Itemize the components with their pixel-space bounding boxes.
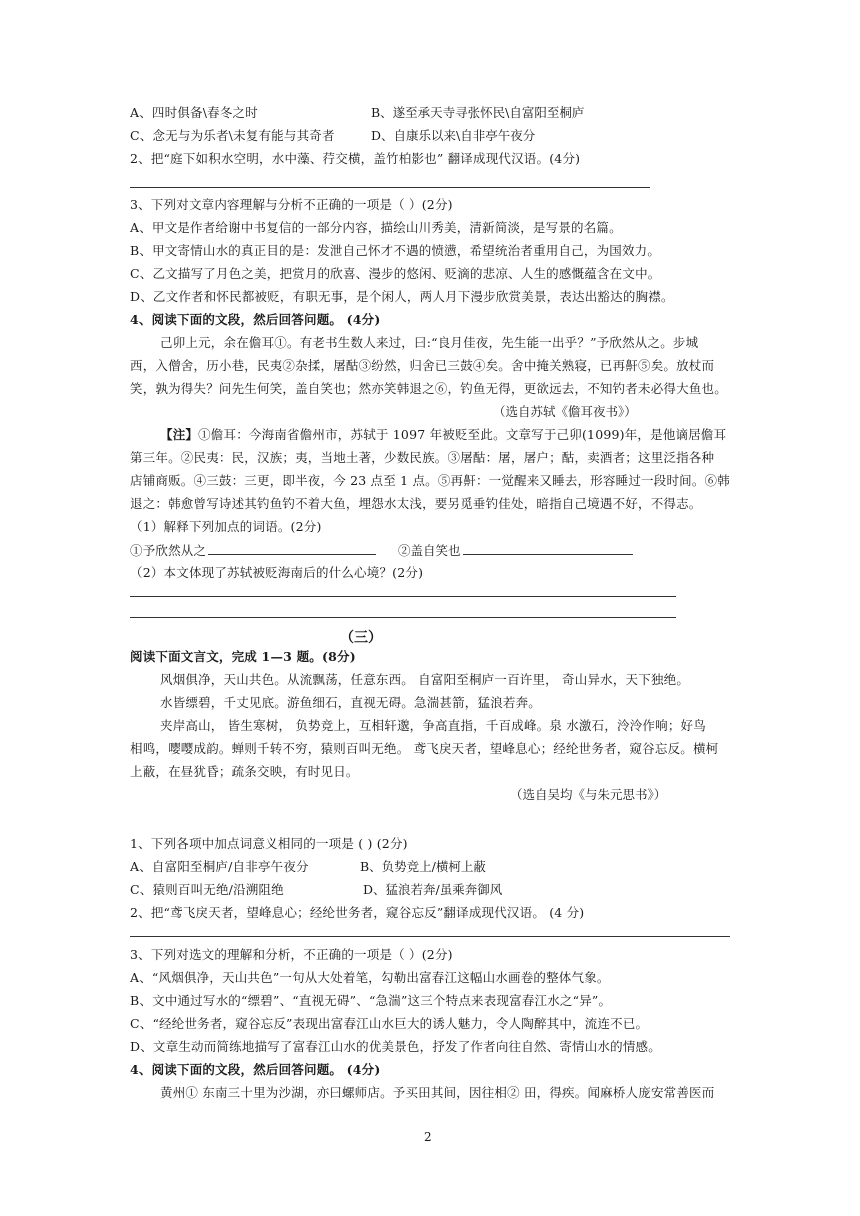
answer-line <box>130 936 730 937</box>
blank-item <box>130 541 376 560</box>
q1-option-b: B、负势竞上/横柯上蔽 <box>360 859 486 874</box>
option-a: A、四时俱备\春冬之时 <box>130 105 258 120</box>
sub-question-1: （1）解释下列加点的词语。(2分) <box>130 519 322 534</box>
passage-line: 水皆缥碧，千丈见底。游鱼细石，直视无碍。急湍甚箭，猛浪若奔。 <box>160 695 542 710</box>
q3-option-d: D、乙文作者和怀民都被贬，有职无事，是个闲人，两人月下漫步欣赏美景，表达出豁达的胸襟。 <box>130 289 674 304</box>
page-number: 2 <box>424 1130 432 1144</box>
q3-option-c: C、“经纶世务者，窥谷忘反”表现出富春江山水巨大的诱人魅力，令人陶醉其中，流连不已。 <box>130 1016 649 1031</box>
question-2-translate: 2、把“庭下如积水空明，水中藻、荇交横，盖竹柏影也” 翻译成现代汉语。(4分) <box>130 151 581 166</box>
q1-option-c: C、猿则百叫无绝/沿溯阻绝 <box>130 882 284 897</box>
passage-line: 西，入僧舍，历小巷，民夷②杂揉，屠酤③纷然，归舍已三鼓④矣。舍中掩关熟寝，已再鼾⑤矣。放杖而 <box>130 358 715 373</box>
word-item: ①予欣然从之 <box>130 543 207 558</box>
option-c: C、念无与为乐者\未复有能与其奇者 <box>130 128 335 143</box>
answer-line <box>130 596 676 597</box>
q3-option-b: B、文中通过写水的“缥碧”、“直视无碍”、“急湍”这三个特点来表现富春江水之“异”。 <box>130 993 612 1008</box>
question-4-heading: 4、阅读下面的文段，然后回答问题。 (4分) <box>130 312 381 327</box>
option-b: B、遂至承天寺寻张怀民\自富阳至桐庐 <box>371 105 585 120</box>
passage-line: 上蔽，在昼犹昏；疏条交映，有时见日。 <box>130 764 359 779</box>
question-1-stem: 1、下列各项中加点词意义相同的一项是 ( ) (2分) <box>130 836 408 851</box>
question-3-stem: 3、下列对选文的理解和分析，不正确的一项是（ ）(2分) <box>130 947 453 962</box>
annotation-label: 【注】 <box>160 427 199 442</box>
word-item: ②盖自笑也 <box>398 543 461 558</box>
annotation-text: ①儋耳：今海南省儋州市，苏轼于 1097 年被贬至此。文章写于己卯(1099)年，是他谪居儋耳 <box>198 427 727 442</box>
q3-option-c: C、乙文描写了月色之美，把赏月的欣喜、漫步的悠闲、贬滴的悲凉、人生的感慨蕴含在文中。 <box>130 266 661 281</box>
section-instruction: 阅读下面文言文，完成 1—3 题。(8分) <box>130 649 356 664</box>
q3-option-b: B、甲文寄情山水的真正目的是：发泄自己怀才不遇的愤懑，希望统治者重用自己，为国效力。 <box>130 243 661 258</box>
passage-line: 相鸣，嘤嘤成韵。蝉则千转不穷，猿则百叫无绝。 鸢飞戾天者，望峰息心；经纶世务者，窥谷忘反。横柯 <box>130 741 719 756</box>
passage-line: 夹岸高山， 皆生寒树， 负势竞上，互相轩邈，争高直指，千百成峰。泉 水激石，泠泠作响；好鸟 <box>160 718 706 733</box>
q3-option-a: A、甲文是作者给谢中书复信的一部分内容，描绘山川秀美，清新简淡，是写景的名篇。 <box>130 220 622 235</box>
passage-source: （选自吴均《与朱元思书》） <box>510 787 667 802</box>
passage-line: 风烟俱净，天山共色。从流飘荡，任意东西。 自富阳至桐庐一百许里， 奇山异水，天下独绝。 <box>160 672 690 687</box>
passage-line: 笑，孰为得失？问先生何笑，盖自笑也；然亦笑韩退之⑥，钓鱼无得，更欲远去，不知钓者未必得大鱼也。 <box>130 381 727 396</box>
annotation-line <box>160 426 726 444</box>
passage-source: （选自苏轼《儋耳夜书》） <box>493 404 637 419</box>
question-4-heading: 4、阅读下面的文段，然后回答问题。 (4分) <box>130 1062 381 1077</box>
answer-line <box>130 617 676 618</box>
answer-line <box>130 187 650 188</box>
q1-option-d: D、猛浪若奔/虽乘奔御风 <box>363 882 503 897</box>
passage-line: 己卯上元，余在儋耳①。有老书生数人来过，曰:“良月佳夜，先生能一出乎？”予欣然从之。步城 <box>160 335 699 350</box>
answer-blank[interactable] <box>208 541 376 555</box>
option-d: D、自康乐以来\自非亭午夜分 <box>371 128 536 143</box>
blank-item <box>398 541 633 560</box>
section-title: （三） <box>340 630 382 646</box>
sub-question-2: （2）本文体现了苏轼被贬海南后的什么心境？(2分) <box>130 565 424 580</box>
question-2-translate: 2、把“鸢飞戾天者，望峰息心；经纶世务者，窥谷忘反”翻译成现代汉语。 (4 分) <box>130 905 585 920</box>
q3-option-d: D、文章生动而简练地描写了富春江山水的优美景色，抒发了作者向往自然、寄情山水的情感。 <box>130 1039 661 1054</box>
annotation-line: 店铺商贩。④三鼓：三更，即半夜，今 23 点至 1 点。⑤再鼾：一觉醒来又睡去，形容睡过一段时间。⑥韩 <box>130 473 730 488</box>
passage-line: 黄州① 东南三十里为沙湖，亦曰螺师店。予买田其间，因往相② 田，得疾。闻麻桥人庞安常善医而 <box>160 1085 715 1100</box>
q1-option-a: A、自富阳至桐庐/自非亭午夜分 <box>130 859 309 874</box>
answer-blank[interactable] <box>463 541 633 555</box>
annotation-line: 第三年。②民夷：民，汉族；夷，当地土著，少数民族。③屠酤：屠，屠户；酤，卖酒者；这里泛指各种 <box>130 450 715 465</box>
question-3-stem: 3、下列对文章内容理解与分析不正确的一项是（ ）(2分) <box>130 197 453 212</box>
q3-option-a: A、“风烟俱净，天山共色”一句从大处着笔，勾勒出富春江这幅山水画卷的整体气象。 <box>130 970 610 985</box>
annotation-line: 退之：韩愈曾写诗述其钓鱼钓不着大鱼，埋怨水太浅，要另觅垂钓佳处，暗指自己境遇不好，不得志。 <box>130 496 702 511</box>
